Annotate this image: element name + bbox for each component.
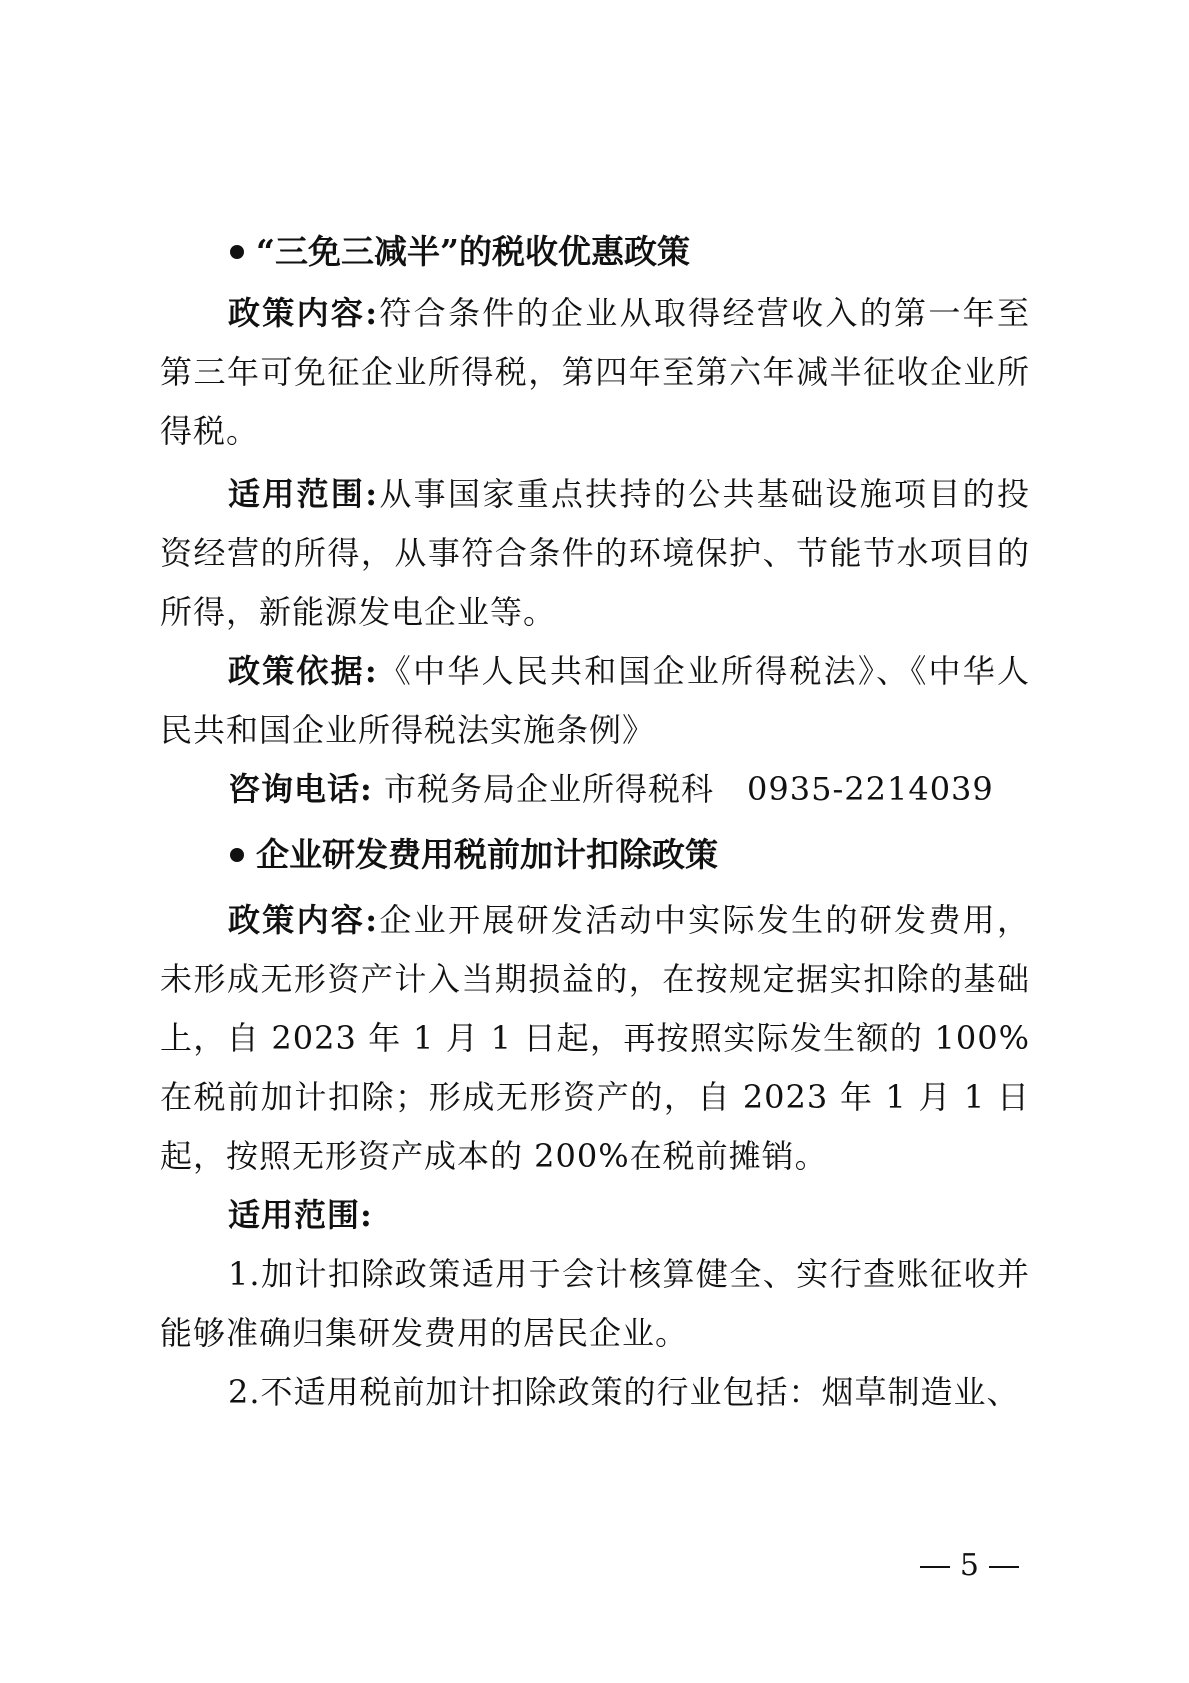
section2-content-label: 政策内容: [228, 901, 379, 939]
document-body [160, 222, 1030, 1422]
section1-scope-label: 适用范围: [228, 475, 379, 513]
footer-dash-right [989, 1566, 1019, 1568]
page-number: 5 [959, 1548, 979, 1583]
bullet-icon [230, 848, 244, 862]
section2-heading-text: 企业研发费用税前加计扣除政策 [256, 835, 718, 874]
section2-scope-label: 适用范围: [228, 1196, 373, 1234]
section2-item2: 2.不适用税前加计扣除政策的行业包括：烟草制造业、 [228, 1373, 1020, 1411]
section1-phone-text: 市税务局企业所得税科 0935-2214039 [384, 770, 994, 808]
section1-phone-paragraph [160, 760, 1030, 819]
section1-scope-paragraph [160, 465, 1030, 642]
section2-scope-paragraph [160, 1186, 1030, 1245]
section1-content-text: 符合条件的企业从取得经营收入的第一年至第三年可免征企业所得税，第四年至第六年减半征收企业所得税。 [160, 294, 1030, 450]
section1-heading [230, 222, 1030, 282]
section2-item1: 1.加计扣除政策适用于会计核算健全、实行查账征收并能够准确归集研发费用的居民企业。 [160, 1255, 1030, 1352]
page-footer [910, 1548, 1029, 1583]
section2-heading [230, 825, 1030, 885]
section2-content-paragraph [160, 891, 1030, 1186]
bullet-icon [230, 245, 244, 259]
section2-content-text: 企业开展研发活动中实际发生的研发费用，未形成无形资产计入当期损益的，在按规定据实扣除的基础上，自 2023 年 1 月 1 日起，再按照实际发生额的 100%在税前加计扣除；形成无形资产的，自 2023 年 1 月 1 日起，按照无形资产成本的 200%在税前摊销。 [160, 901, 1030, 1175]
section1-basis-label: 政策依据: [228, 652, 378, 690]
footer-dash-left [920, 1566, 950, 1568]
section1-phone-label: 咨询电话: [228, 770, 373, 808]
section1-basis-text: 《中华人民共和国企业所得税法》、《中华人民共和国企业所得税法实施条例》 [160, 652, 1030, 749]
section1-content-label: 政策内容: [228, 294, 379, 332]
section1-basis-paragraph [160, 642, 1030, 760]
section1-scope-text: 从事国家重点扶持的公共基础设施项目的投资经营的所得，从事符合条件的环境保护、节能节水项目的所得，新能源发电企业等。 [160, 475, 1030, 631]
section1-content-paragraph [160, 284, 1030, 461]
section1-heading-text: “三免三减半”的税收优惠政策 [256, 232, 690, 271]
